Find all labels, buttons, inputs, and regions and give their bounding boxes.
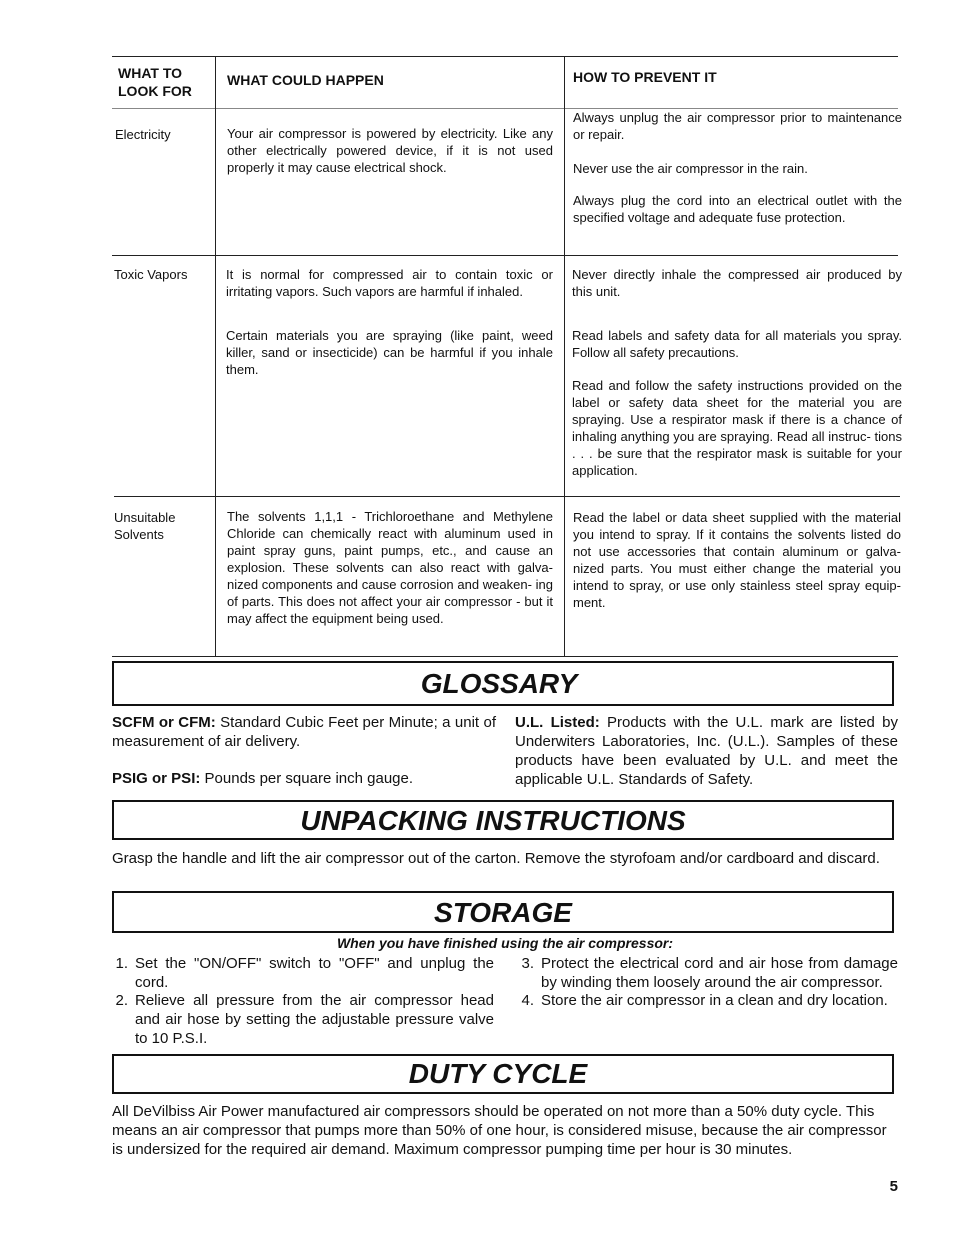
storage-subtitle: When you have finished using the air compressor:	[336, 935, 674, 951]
glossary-definition: Standard Cubic Feet per Minute; a unit of measurement of air delivery.	[112, 714, 496, 750]
step-text: Protect the electrical cord and air hose from damage by winding them loosely around the air compressor.	[541, 955, 898, 991]
prevent-paragraph: Always plug the cord into an electrical outlet with the specified voltage and adequate fuse protection.	[573, 193, 902, 225]
table-top-rule	[112, 56, 898, 57]
happen-paragraph: Your air compressor is powered by electricity. Like any other electrically powered device, if it is not used properly it may cause electrical shock.	[227, 126, 553, 175]
hazard-label: Toxic Vapors	[114, 267, 188, 282]
table-row-rule	[114, 496, 900, 497]
prevent-paragraph: Read the label or data sheet supplied with the material you intend to spray. If it contains the solvents listed do not use accessories that contain aluminum or galva- nized parts. You must either change the material you intend to spray, or use only stainless steel spray equip- ment.	[573, 510, 901, 610]
table-column-rule	[215, 56, 216, 656]
glossary-term: PSIG or PSI:	[112, 770, 201, 787]
prevent-paragraph: Never directly inhale the compressed air produced by this unit.	[572, 267, 902, 299]
glossary-term: U.L. Listed:	[515, 714, 600, 731]
prevent-paragraph: Read labels and safety data for all materials you spray. Follow all safety precautions.	[572, 328, 902, 360]
unpacking-text: Grasp the handle and lift the air compressor out of the carton. Remove the styrofoam and/or cardboard and discard.	[112, 850, 880, 867]
table-row-rule	[112, 255, 898, 256]
hazard-label: Electricity	[115, 127, 171, 142]
header-prevent: HOW TO PREVENT IT	[573, 69, 717, 85]
glossary-psig	[112, 769, 496, 788]
glossary-scfm	[112, 713, 496, 751]
duty-cycle-heading-box	[112, 1054, 894, 1094]
storage-title: STORAGE	[434, 897, 572, 928]
happen-text	[227, 125, 553, 176]
happen-paragraph: Certain materials you are spraying (like paint, weed killer, sand or insecticide) can be harmful if you inhale them.	[226, 328, 553, 377]
happen-paragraph: The solvents 1,1,1 - Trichloroethane and Methylene Chloride can chemically react with aluminum used in paint spray guns, paint pumps, etc., and cause an explosion. These solvents can also react with galva- nized components and cause corrosion and weaken- ing of parts. This does not affect your air compressor - but it may affect the equipment being used.	[227, 509, 553, 626]
table-bottom-rule	[112, 656, 898, 657]
header-look-for: WHAT TO LOOK FOR	[118, 65, 192, 99]
step-number: 4.	[521, 992, 534, 1009]
table-column-rule	[564, 56, 565, 656]
step-number: 3.	[521, 955, 534, 972]
header-could-happen: WHAT COULD HAPPEN	[227, 72, 384, 88]
glossary-ul	[515, 713, 898, 789]
hazard-label: Unsuitable Solvents	[114, 510, 176, 542]
duty-cycle-title: DUTY CYCLE	[408, 1058, 588, 1089]
prevent-text	[572, 266, 902, 479]
prevent-paragraph: Always unplug the air compressor prior to maintenance or repair.	[573, 110, 902, 142]
glossary-term: SCFM or CFM:	[112, 714, 216, 731]
page-number: 5	[889, 1178, 898, 1195]
step-text: Set the "ON/OFF" switch to "OFF" and unplug the cord.	[135, 955, 494, 991]
storage-heading-box	[112, 891, 894, 933]
glossary-definition: Pounds per square inch gauge.	[204, 770, 414, 787]
unpacking-heading-box	[112, 800, 894, 840]
step-number: 2.	[115, 992, 128, 1009]
prevent-paragraph: Never use the air compressor in the rain.	[573, 161, 808, 176]
prevent-text	[573, 109, 902, 226]
happen-paragraph: It is normal for compressed air to contain toxic or irritating vapors. Such vapors are harmful if inhaled.	[226, 267, 553, 299]
glossary-heading-box	[112, 661, 894, 706]
happen-text	[226, 266, 553, 378]
happen-text	[227, 508, 553, 627]
glossary-title: GLOSSARY	[420, 668, 578, 699]
step-number: 1.	[115, 955, 128, 972]
step-text: Store the air compressor in a clean and dry location.	[541, 992, 888, 1009]
duty-cycle-text: All DeVilbiss Air Power manufactured air compressors should be operated on not more than a 50% duty cycle. This means an air compressor that pumps more than 50% of one hour, is considered misuse, because the air compressor is undersized for the required air demand. Maximum compressor pumping time per hour is 30 minutes.	[112, 1103, 887, 1158]
prevent-paragraph: Read and follow the safety instructions provided on the label or safety data sheet for the material you are spraying. Use a respirator mask if there is a chance of inhaling anything you are spraying. Read all instruc- tions . . . be sure that the respirator mask is suitable for your application.	[572, 378, 902, 478]
step-text: Relieve all pressure from the air compressor head and air hose by setting the adjustable pressure valve to 10 P.S.I.	[135, 992, 494, 1047]
glossary-definition: Products with the U.L. mark are listed by Underwiters Laboratories, Inc. (U.L.). Samples of these products have been evaluated by U.L. and meet the applicable U.L. Standards of Safety.	[515, 714, 898, 788]
prevent-text	[573, 509, 901, 611]
unpacking-title: UNPACKING INSTRUCTIONS	[300, 805, 686, 836]
